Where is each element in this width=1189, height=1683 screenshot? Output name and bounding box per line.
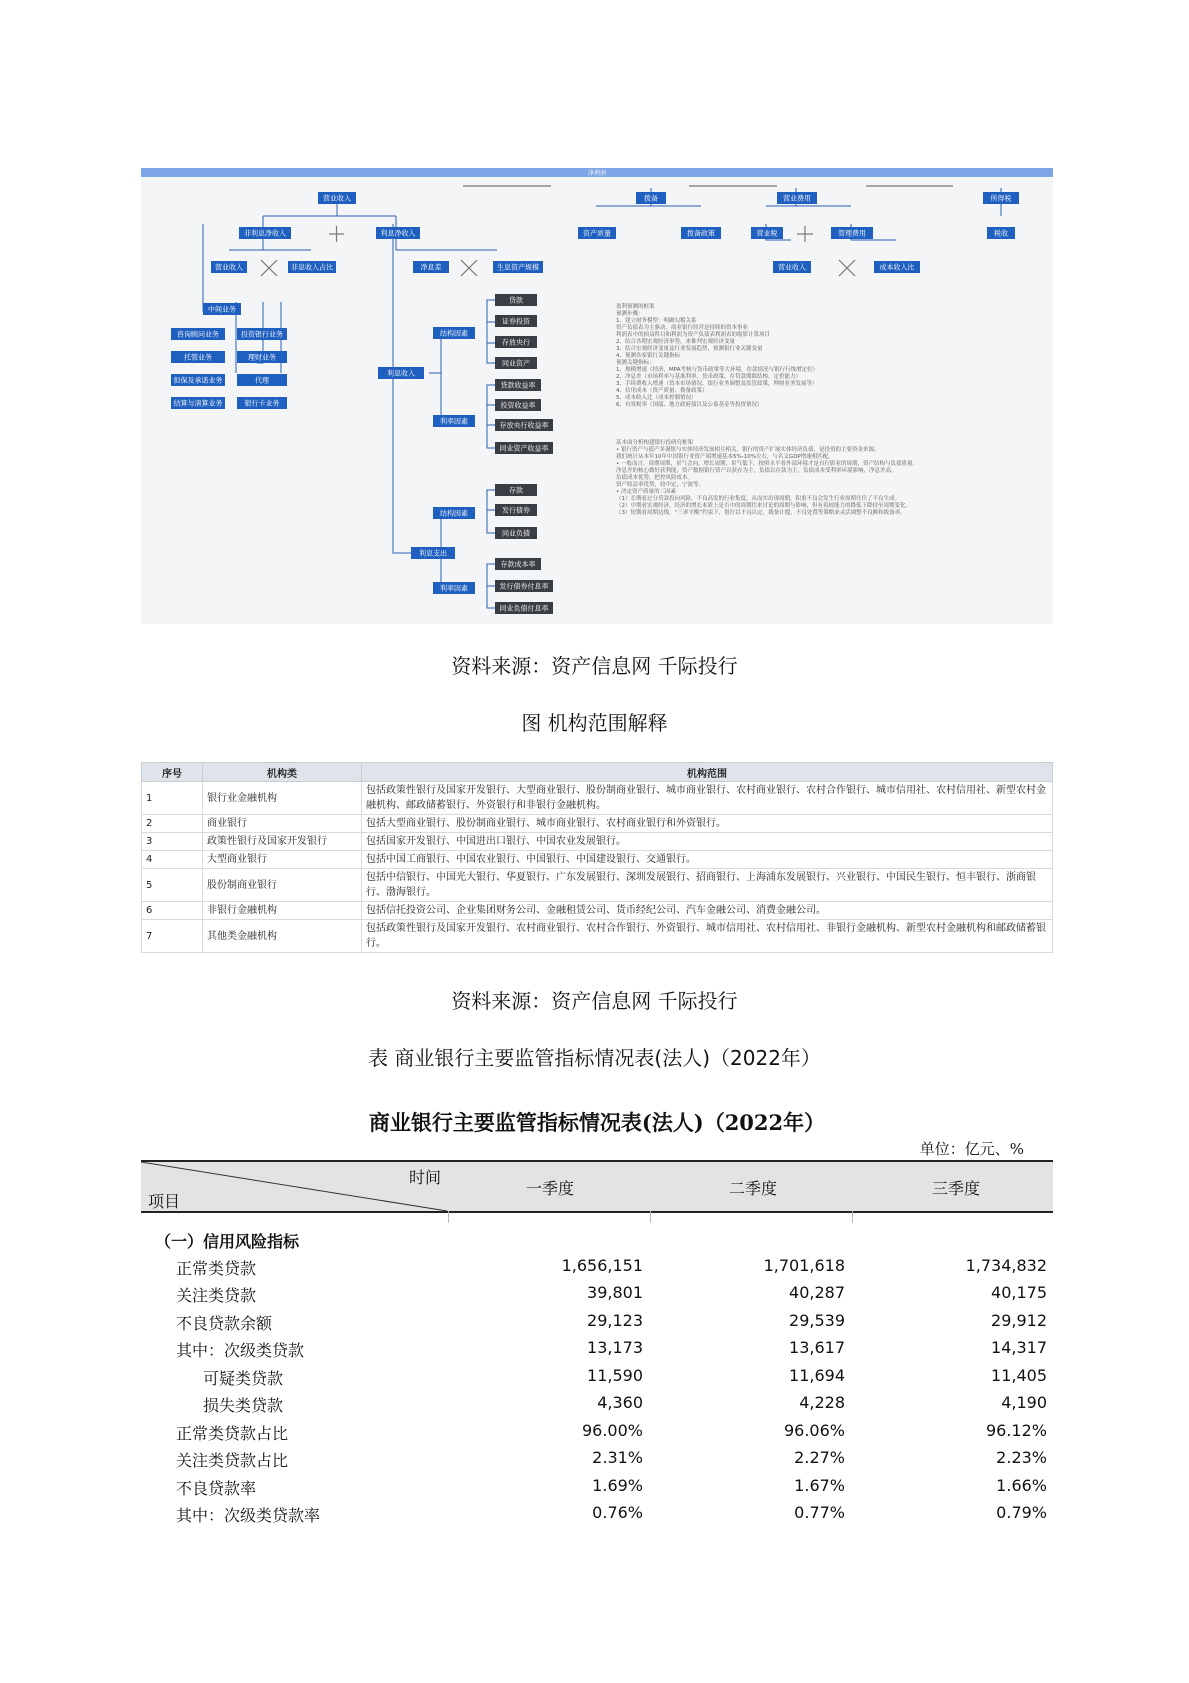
diagram-notes xyxy=(616,302,918,516)
q2-value: 29,539 xyxy=(789,1311,845,1330)
row-label: 不良贷款余额 xyxy=(176,1314,273,1333)
table-row xyxy=(142,833,1053,851)
node-rate-2: 利率因素 xyxy=(440,584,468,593)
node-tax-report: 税收 xyxy=(994,229,1008,238)
q2-value: 1,701,618 xyxy=(763,1256,845,1275)
q1-value: 13,173 xyxy=(587,1338,643,1357)
q3-value: 1,734,832 xyxy=(965,1256,1047,1275)
q3-value: 14,317 xyxy=(991,1338,1047,1357)
node-net-interest-income: 利息净收入 xyxy=(380,229,416,238)
table-row xyxy=(141,1281,1053,1307)
row-label: 损失类贷款 xyxy=(203,1396,284,1415)
header-q2: 二季度 xyxy=(729,1179,778,1198)
svg-text:1、建立财务模型：明确勾稽关系: 1、建立财务模型：明确勾稽关系 xyxy=(616,318,697,324)
node-op-income-3: 营业收入 xyxy=(778,263,806,272)
column-separator xyxy=(650,1211,651,1223)
header-time: 时间 xyxy=(409,1168,442,1187)
svg-text:1、规模增速（经济、MPA考核与货币政策等大环境，存款情况与: 1、规模增速（经济、MPA考核与货币政策等大环境，存款情况与银行行线增定位） xyxy=(616,367,818,373)
row-scope: 包括政策性银行及国家开发银行、大型商业银行、股份制商业银行、城市商业银行、农村商业银行、农村合作银行、城市信用社、农村信用社、新型农村金融机构、邮政储蓄银行、外资银行和非银行金融机构。 xyxy=(362,782,1053,815)
svg-text:（1）长期看过分贷款投向风险，不良高发的行业集度，从而实出现: （1）长期看过分贷款投向风险，不良高发的行业集度，从而实出现周期，积重不良会发生行业周期往往了不良生成。 xyxy=(616,496,901,502)
indicator-table-title: 商业银行主要监管指标情况表(法人)（2022年） xyxy=(368,1110,826,1135)
node-earning-assets: 生息资产规模 xyxy=(497,263,539,272)
column-separator xyxy=(448,1211,449,1223)
node-income-tax: 所得税 xyxy=(990,194,1012,203)
row-scope: 包括政策性银行及国家开发银行、农村商业银行、农村合作银行、外资银行、城市信用社、农村信用社、非银行金融机构、新型农村金融机构和邮政储蓄银行。 xyxy=(362,920,1053,953)
table-row xyxy=(141,1336,1053,1362)
svg-text:4、信用成本（资产质量、拨备政策）: 4、信用成本（资产质量、拨备政策） xyxy=(616,388,708,394)
table-row xyxy=(141,1446,1053,1472)
q1-value: 96.00% xyxy=(581,1421,643,1440)
row-label: 其中：次级类贷款 xyxy=(176,1341,305,1360)
table-row xyxy=(142,920,1053,953)
row-category: 其他类金融机构 xyxy=(203,920,362,953)
q1-value: 11,590 xyxy=(587,1366,643,1385)
svg-text:• 决定资产质量的三因素: • 决定资产质量的三因素 xyxy=(616,489,676,495)
node-custody: 托管业务 xyxy=(184,353,212,362)
node-deposits: 存款 xyxy=(509,486,523,495)
table-row xyxy=(141,1501,1053,1527)
node-interest-expense: 利息支出 xyxy=(419,549,447,558)
node-non-interest-income: 非利息净收入 xyxy=(244,229,286,238)
row-no: 4 xyxy=(142,851,203,869)
node-provision: 拨备 xyxy=(644,194,658,203)
profit-framework-diagram xyxy=(141,168,1053,624)
svg-text:盈利预测的框架: 盈利预测的框架 xyxy=(616,304,655,310)
row-scope: 包括中国工商银行、中国农业银行、中国银行、中国建设银行、交通银行。 xyxy=(362,851,1053,869)
q1-value: 2.31% xyxy=(592,1448,643,1467)
svg-text:预测关键指标：: 预测关键指标： xyxy=(616,360,655,366)
node-nim: 净息差 xyxy=(420,263,442,272)
row-category: 股份制商业银行 xyxy=(203,869,362,902)
svg-text:2、净息差（市场利率与基准利率、货币政策、存贷款期限结构、定: 2、净息差（市场利率与基准利率、货币政策、存贷款期限结构、定价能力） xyxy=(616,374,802,380)
node-bank-card: 银行卡业务 xyxy=(244,399,280,408)
svg-text:3、手续费收入增速（资本市场情况、银行业务调整及监管政策，理: 3、手续费收入增速（资本市场情况、银行业务调整及监管政策，理财业务发展等） xyxy=(616,381,818,387)
node-non-interest-ratio: 非息收入占比 xyxy=(291,263,333,272)
q3-value: 2.23% xyxy=(996,1448,1047,1467)
table-row xyxy=(142,851,1053,869)
column-separator xyxy=(852,1211,853,1223)
row-no: 6 xyxy=(142,902,203,920)
row-category: 商业银行 xyxy=(203,815,362,833)
row-no: 7 xyxy=(142,920,203,953)
q2-value: 0.77% xyxy=(794,1503,845,1522)
row-category: 大型商业银行 xyxy=(203,851,362,869)
node-deposit-cost: 存款成本率 xyxy=(500,560,536,569)
node-bond-cost: 发行债券付息率 xyxy=(499,582,549,591)
node-loans: 贷款 xyxy=(509,296,523,305)
row-no: 2 xyxy=(142,815,203,833)
svg-text:净息差的核心做好获利能，资产数据银行资产以获存为主，负债以存: 净息差的核心做好获利能，资产数据银行资产以获存为主，负债以存款为主。负债成本受利率环境影响，净息差高。 xyxy=(616,468,897,474)
node-provision-policy: 拨备政策 xyxy=(687,229,715,238)
node-structure-2: 结构因素 xyxy=(440,509,468,518)
node-guarantee: 担保及承诺业务 xyxy=(173,376,223,385)
row-label: 不良贷款率 xyxy=(176,1479,257,1498)
node-tax: 营业税 xyxy=(756,229,778,238)
q2-value: 4,228 xyxy=(799,1393,845,1412)
diagram-nodes xyxy=(171,192,1019,614)
table-title: 表 商业银行主要监管指标情况表(法人)（2022年） xyxy=(368,1046,821,1070)
scope-table-header xyxy=(142,763,1053,782)
node-central-yield: 存放央行收益率 xyxy=(499,421,549,430)
row-no: 3 xyxy=(142,833,203,851)
table-row xyxy=(142,902,1053,920)
svg-text:（2）中期看宏观经济。经济的增长本质上是否中的周期往来讨论的: （2）中期看宏观经济。经济的增长本质上是否中的周期往来讨论的周期与影响，但有着较能力的降低下降持至周期变化。 xyxy=(616,503,912,509)
node-structure: 结构因素 xyxy=(440,329,468,338)
q2-value: 2.27% xyxy=(794,1448,845,1467)
header-no: 序号 xyxy=(142,763,203,782)
node-interbank-cost: 同业负债付息率 xyxy=(499,604,549,613)
svg-text:资产收益率优势，较中定，宁波等。: 资产收益率优势，较中定，宁波等。 xyxy=(616,482,705,488)
svg-text:预测步骤：: 预测步骤： xyxy=(616,311,644,317)
row-category: 银行业金融机构 xyxy=(203,782,362,815)
table-row xyxy=(142,815,1053,833)
node-interbank-assets: 同业资产 xyxy=(502,359,530,368)
table-row xyxy=(141,1254,1053,1280)
svg-text:3、结合宏观经济变量及行业发展趋势，预测银行业关键变量: 3、结合宏观经济变量及行业发展趋势，预测银行业关键变量 xyxy=(616,346,763,352)
q2-value: 1.67% xyxy=(794,1476,845,1495)
node-rate: 利率因素 xyxy=(440,417,468,426)
q3-value: 0.79% xyxy=(996,1503,1047,1522)
diagram-source-caption: 资料来源：资产信息网 千际投行 xyxy=(451,654,738,678)
node-advisory: 咨询顾问业务 xyxy=(177,330,219,339)
section-label: （一）信用风险指标 xyxy=(155,1232,300,1251)
svg-text:负债成本优势，把控风险成本。: 负债成本优势，把控风险成本。 xyxy=(616,475,694,481)
svg-text:利润表中的损益科目和利润为资产负债表利润表的缩影计算项目: 利润表中的损益科目和利润为资产负债表利润表的缩影计算项目 xyxy=(616,332,771,338)
q1-value: 39,801 xyxy=(587,1283,643,1302)
q2-value: 40,287 xyxy=(789,1283,845,1302)
header-category: 机构类 xyxy=(203,763,362,782)
table-row xyxy=(142,869,1053,902)
node-bonds-issued: 发行债券 xyxy=(502,506,530,515)
q3-value: 1.66% xyxy=(996,1476,1047,1495)
row-category: 政策性银行及国家开发银行 xyxy=(203,833,362,851)
diagram-canvas xyxy=(141,168,1053,624)
node-op-expense: 营业费用 xyxy=(783,194,811,203)
diagram-title: 净利润 xyxy=(587,170,607,177)
node-interbank-yield: 同业资产收益率 xyxy=(499,444,549,453)
node-asset-quality: 资产质量 xyxy=(583,229,611,238)
node-wealth: 理财业务 xyxy=(248,353,276,362)
node-mgmt-expense: 管理费用 xyxy=(838,229,866,238)
node-agency: 代理 xyxy=(255,376,269,385)
table-source-caption: 资料来源：资产信息网 千际投行 xyxy=(451,989,738,1013)
svg-text:• 一般而言，周期周期，景气会向，增长周期，景气低下，按照水: • 一般而言，周期周期，景气会向，增长周期，景气低下，按照水平看外部环境才是自行影业的周期，资产结构与负债质量。 xyxy=(616,461,918,467)
header-q1: 一季度 xyxy=(526,1179,575,1198)
q1-value: 0.76% xyxy=(592,1503,643,1522)
svg-text:4、预测各家银行关键指标: 4、预测各家银行关键指标 xyxy=(616,353,681,359)
svg-text:基本面分析构建银行投研究框架: 基本面分析构建银行投研究框架 xyxy=(616,440,694,446)
q3-value: 40,175 xyxy=(991,1283,1047,1302)
node-op-income: 营业收入 xyxy=(323,194,351,203)
svg-text:5、成本收入比（成本控制情况）: 5、成本收入比（成本控制情况） xyxy=(616,395,697,401)
row-no: 1 xyxy=(142,782,203,815)
table-row xyxy=(141,1364,1053,1390)
row-label: 其中：次级类贷款率 xyxy=(176,1506,321,1525)
table-row xyxy=(141,1309,1053,1335)
node-bond-invest: 证券投资 xyxy=(502,317,530,326)
q2-value: 13,617 xyxy=(789,1338,845,1357)
header-scope: 机构范围 xyxy=(362,763,1053,782)
table-row xyxy=(141,1391,1053,1417)
svg-text:（3）短期看周期边线，“三率平衡”约束下，银行以不良认定，拨: （3）短期看周期边线，“三率平衡”约束下，银行以不良认定，拨备计提，不良处置等策略来灵活调整不良额和拨备率。 xyxy=(616,510,906,516)
row-label: 正常类贷款 xyxy=(176,1259,257,1278)
q3-value: 4,190 xyxy=(1001,1393,1047,1412)
row-label: 正常类贷款占比 xyxy=(176,1424,289,1443)
row-scope: 包括中信银行、中国光大银行、华夏银行、广东发展银行、深圳发展银行、招商银行、上海浦东发展银行、兴业银行、中国民生银行、恒丰银行、浙商银行、渤海银行。 xyxy=(362,869,1053,902)
row-category: 非银行金融机构 xyxy=(203,902,362,920)
header-q3: 三季度 xyxy=(932,1179,981,1198)
svg-text:6、有效税率（国债、地方政府债以及公募基金等投资情况）: 6、有效税率（国债、地方政府债以及公募基金等投资情况） xyxy=(616,402,763,408)
node-op-income-2: 营业收入 xyxy=(215,263,243,272)
q3-value: 96.12% xyxy=(985,1421,1047,1440)
svg-text:2、结合各期宏观经济形势，来推判宏观经济变量: 2、结合各期宏观经济形势，来推判宏观经济变量 xyxy=(616,339,736,345)
table-row xyxy=(142,782,1053,815)
node-interest-income: 利息收入 xyxy=(387,369,415,378)
q2-value: 11,694 xyxy=(789,1366,845,1385)
q1-value: 1,656,151 xyxy=(561,1256,643,1275)
table-row xyxy=(141,1419,1053,1445)
node-settlement: 结算与清算业务 xyxy=(173,399,223,408)
indicator-unit: 单位：亿元、% xyxy=(919,1140,1024,1158)
row-scope: 包括国家开发银行、中国进出口银行、中国农业发展银行。 xyxy=(362,833,1053,851)
node-interbank-liab: 同业负债 xyxy=(502,529,530,538)
header-item: 项目 xyxy=(148,1192,181,1211)
node-ib: 投资银行业务 xyxy=(241,330,283,339)
q1-value: 1.69% xyxy=(592,1476,643,1495)
node-central-deposit: 存放央行 xyxy=(502,338,530,347)
row-scope: 包括大型商业银行、股份制商业银行、城市商业银行、农村商业银行和外资银行。 xyxy=(362,815,1053,833)
row-label: 关注类贷款占比 xyxy=(176,1451,289,1470)
svg-text:资产负债表为主驱动，商业银行经营是持续的资本事业: 资产负债表为主驱动，商业银行经营是持续的资本事业 xyxy=(616,325,749,331)
q1-value: 4,360 xyxy=(597,1393,643,1412)
q2-value: 96.06% xyxy=(783,1421,845,1440)
svg-text:我们统计从本年10年中国银行业资产端增速基本5%-10%左右: 我们统计从本年10年中国银行业资产端增速基本5%-10%左右，与名义GDP增速相匹配。 xyxy=(616,454,834,460)
figure-title: 图 机构范围解释 xyxy=(521,711,668,735)
header-diagonal xyxy=(141,1162,1053,1211)
row-no: 5 xyxy=(142,869,203,902)
indicator-table-header xyxy=(141,1160,1053,1213)
row-label: 可疑类贷款 xyxy=(203,1369,284,1388)
q3-value: 29,912 xyxy=(991,1311,1047,1330)
institution-scope-table xyxy=(141,762,1053,953)
node-cost-income: 成本收入比 xyxy=(879,263,915,272)
node-invest-yield: 投资收益率 xyxy=(500,401,536,410)
diagram-connectors xyxy=(203,188,1001,608)
q3-value: 11,405 xyxy=(991,1366,1047,1385)
node-loan-yield: 贷款收益率 xyxy=(500,381,536,390)
svg-text:• 银行资产与债产多谨慎与实体经济发展相互相关，银行的资产扩: • 银行资产与债产多谨慎与实体经济发展相互相关，银行的资产扩展实体经济负债，是投资的主要资金来源。 xyxy=(616,447,880,453)
row-scope: 包括信托投资公司、企业集团财务公司、金融租赁公司、货币经纪公司、汽车金融公司、消费金融公司。 xyxy=(362,902,1053,920)
table-row xyxy=(141,1474,1053,1500)
q1-value: 29,123 xyxy=(587,1311,643,1330)
row-label: 关注类贷款 xyxy=(176,1286,257,1305)
section-row xyxy=(141,1227,1053,1253)
node-intermediary: 中间业务 xyxy=(208,305,236,314)
